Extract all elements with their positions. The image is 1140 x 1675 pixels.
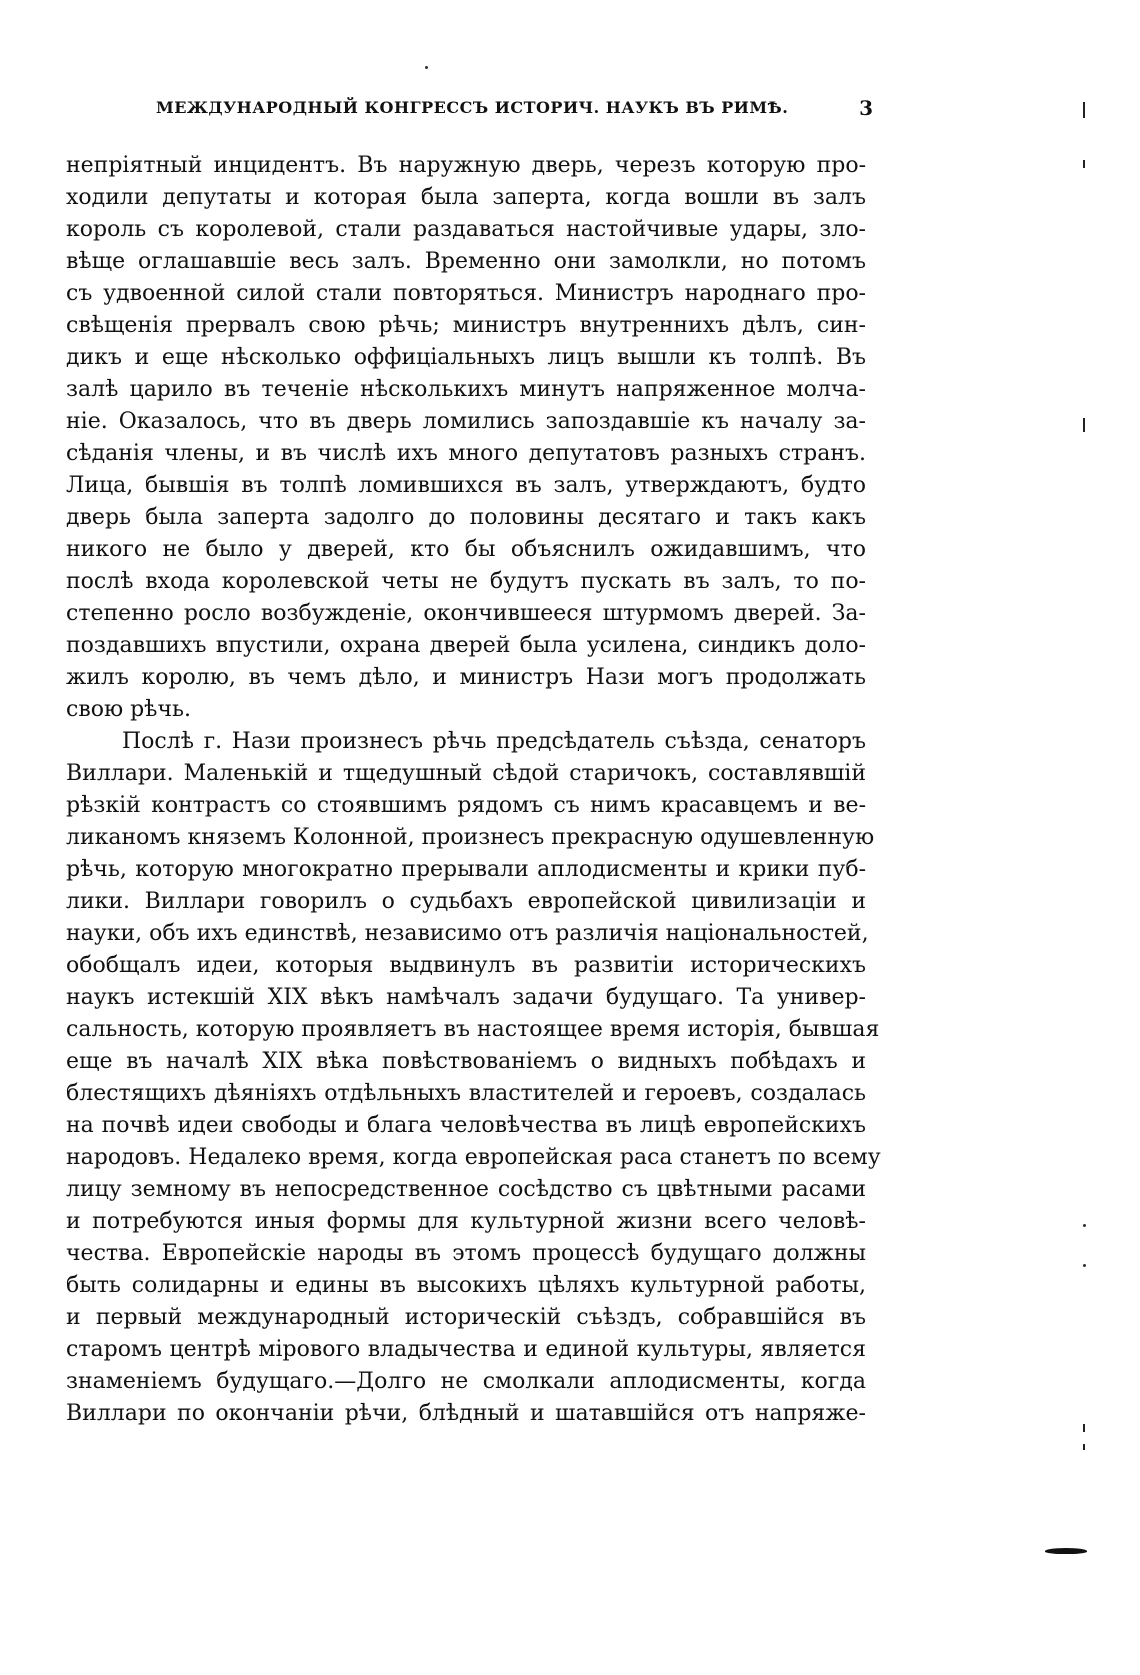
margin-mark bbox=[1083, 160, 1085, 168]
text-line: на почвѣ идеи свободы и блага человѣчества въ лицѣ европейскихъ bbox=[66, 1113, 866, 1138]
text-line: вѣще оглашавшіе весь залъ. Временно они замолкли, но потомъ bbox=[66, 249, 866, 274]
text-line: Послѣ г. Нази произнесъ рѣчь предсѣдатель съѣзда, сенаторъ bbox=[122, 729, 866, 754]
text-line: еще въ началѣ XIX вѣка повѣствованіемъ о видныхъ побѣдахъ и bbox=[66, 1049, 866, 1074]
text-line: послѣ входа королевской четы не будутъ пускать въ залъ, то по- bbox=[66, 569, 866, 594]
text-line: король съ королевой, стали раздаваться настойчивые удары, зло- bbox=[66, 217, 866, 242]
text-line: сальность, которую проявляетъ въ настоящее время исторія, бывшая bbox=[66, 1017, 880, 1042]
text-line: сѣданія члены, и въ числѣ ихъ много депутатовъ разныхъ странъ. bbox=[66, 441, 866, 466]
page-number: 3 bbox=[859, 96, 873, 120]
text-line: ходили депутаты и которая была заперта, когда вошли въ залъ bbox=[66, 185, 866, 210]
text-line: быть солидарны и едины въ высокихъ цѣляхъ культурной работы, bbox=[66, 1273, 866, 1298]
scan-speck bbox=[425, 66, 428, 69]
body-text bbox=[66, 150, 881, 1430]
text-line: ніе. Оказалось, что въ дверь ломились запоздавшіе къ началу за- bbox=[66, 409, 866, 434]
running-head: МЕЖДУНАРОДНЫЙ КОНГРЕССЪ ИСТОРИЧ. НАУКЪ ВЪ РИМѢ. bbox=[156, 98, 789, 117]
text-line: лики. Виллари говорилъ о судьбахъ европейской цивилизаціи и bbox=[66, 889, 866, 914]
text-line: Виллари по окончаніи рѣчи, блѣдный и шатавшійся отъ напряже- bbox=[66, 1401, 866, 1426]
text-line: старомъ центрѣ мірового владычества и единой культуры, является bbox=[66, 1337, 866, 1362]
margin-mark bbox=[1083, 418, 1085, 432]
text-line: рѣчь, которую многократно прерывали аплодисменты и крики пуб- bbox=[66, 857, 866, 882]
text-line: дверь была заперта задолго до половины десятаго и такъ какъ bbox=[66, 505, 866, 530]
text-line: дикъ и еще нѣсколько оффиціальныхъ лицъ вышли къ толпѣ. Въ bbox=[66, 345, 866, 370]
text-line: обобщалъ идеи, которыя выдвинулъ въ развитіи историческихъ bbox=[66, 953, 866, 978]
text-line: поздавшихъ впустили, охрана дверей была усилена, синдикъ доло- bbox=[66, 633, 866, 658]
text-line: ликаномъ княземъ Колонной, произнесъ прекрасную одушевленную bbox=[66, 825, 875, 850]
text-line: свѣщенія прервалъ свою рѣчь; министръ внутреннихъ дѣлъ, син- bbox=[66, 313, 866, 338]
margin-mark bbox=[1083, 1444, 1085, 1450]
text-line: рѣзкій контрастъ со стоявшимъ рядомъ съ нимъ красавцемъ и ве- bbox=[66, 793, 866, 818]
text-line: жилъ королю, въ чемъ дѣло, и министръ Нази могъ продолжать bbox=[66, 665, 866, 690]
scan-speck bbox=[1083, 1224, 1086, 1227]
text-line: Виллари. Маленькій и тщедушный сѣдой старичокъ, составлявшій bbox=[66, 761, 866, 786]
text-line: народовъ. Недалеко время, когда европейская раса станетъ по всему bbox=[66, 1145, 881, 1170]
text-line: блестящихъ дѣяніяхъ отдѣльныхъ властителей и героевъ, создалась bbox=[66, 1081, 866, 1106]
text-line: лицу земному въ непосредственное сосѣдство съ цвѣтными расами bbox=[66, 1177, 866, 1202]
margin-mark bbox=[1083, 102, 1085, 118]
text-line: и потребуются иныя формы для культурной жизни всего человѣ- bbox=[66, 1209, 866, 1234]
text-line: знаменіемъ будущаго.—Долго не смолкали аплодисменты, когда bbox=[66, 1369, 866, 1394]
text-line: свою рѣчь. bbox=[66, 697, 191, 722]
text-line: залѣ царило въ теченіе нѣсколькихъ минутъ напряженное молча- bbox=[66, 377, 866, 402]
text-line: степенно росло возбужденіе, окончившееся штурмомъ дверей. За- bbox=[66, 601, 866, 626]
text-line: Лица, бывшія въ толпѣ ломившихся въ залъ, утверждаютъ, будто bbox=[66, 473, 866, 498]
text-line: съ удвоенной силой стали повторяться. Министръ народнаго про- bbox=[66, 281, 866, 306]
text-line: чества. Европейскіе народы въ этомъ процессѣ будущаго должны bbox=[66, 1241, 866, 1266]
text-line: и первый международный историческій съѣздъ, собравшійся въ bbox=[66, 1305, 866, 1330]
scan-speck bbox=[1083, 1264, 1086, 1267]
scan-edge-stroke bbox=[1045, 1548, 1087, 1554]
text-line: никого не было у дверей, кто бы объяснилъ ожидавшимъ, что bbox=[66, 537, 866, 562]
margin-mark bbox=[1083, 1424, 1085, 1432]
text-line: непріятный инцидентъ. Въ наружную дверь, черезъ которую про- bbox=[66, 153, 866, 178]
page-header bbox=[148, 96, 873, 126]
text-line: науки, объ ихъ единствѣ, независимо отъ различія національностей, bbox=[66, 921, 869, 946]
text-line: наукъ истекшій XIX вѣкъ намѣчалъ задачи будущаго. Та универ- bbox=[66, 985, 866, 1010]
